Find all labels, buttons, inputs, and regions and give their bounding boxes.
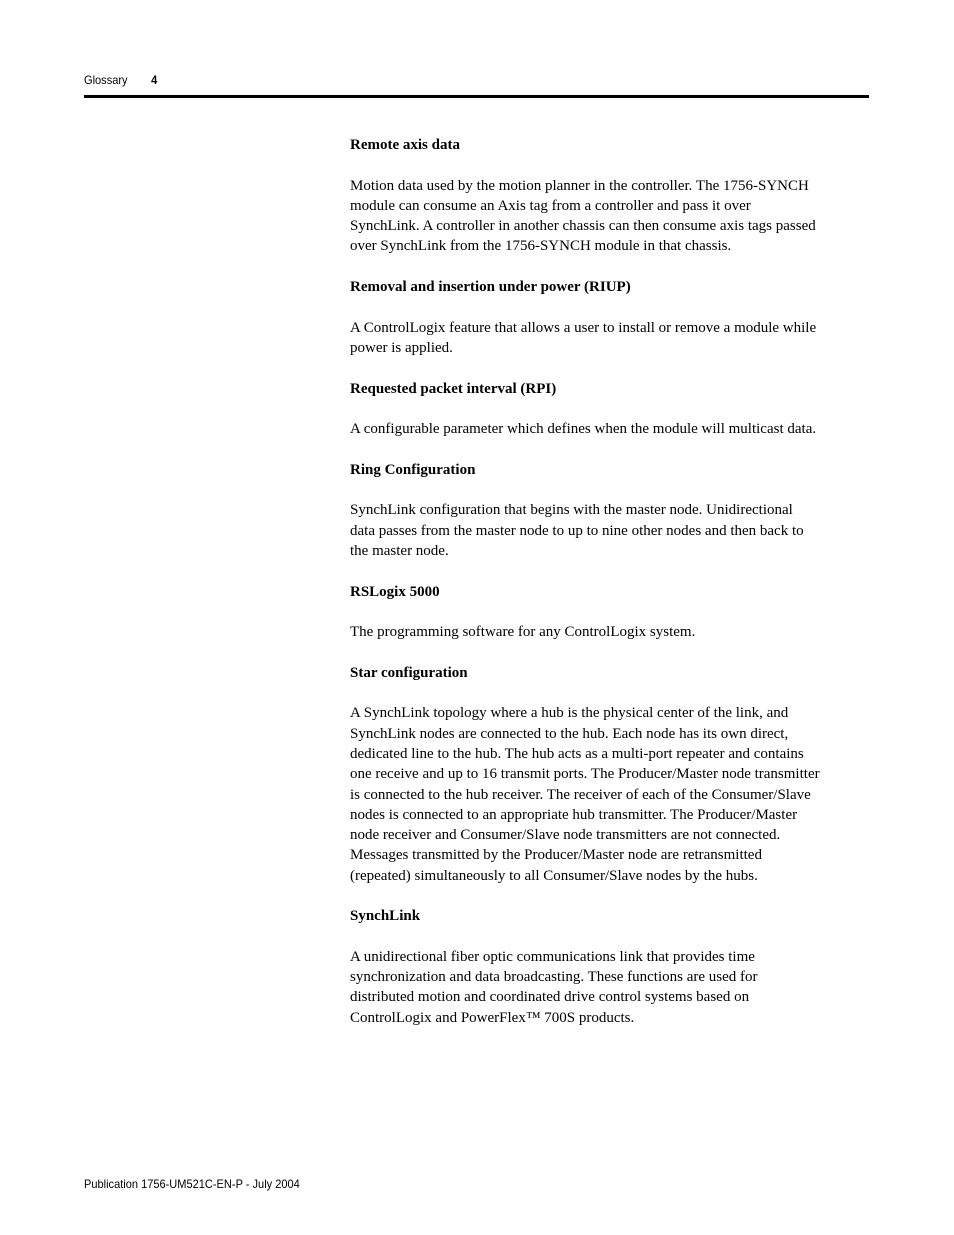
glossary-term: Star configuration xyxy=(350,664,468,681)
glossary-entry-synchlink xyxy=(350,906,820,1028)
glossary-entry-remote-axis-data xyxy=(350,135,820,257)
header-section-title: Glossary xyxy=(84,73,128,87)
glossary-term: RSLogix 5000 xyxy=(350,583,440,600)
glossary-term: Ring Configuration xyxy=(350,461,476,478)
glossary-definition: SynchLink configuration that begins with the master node. Unidirectional data passes from the master node to up to nine other nodes and then back to the master node. xyxy=(350,502,804,559)
glossary-term: Remote axis data xyxy=(350,137,460,153)
glossary-entry-ring-configuration xyxy=(350,460,820,561)
glossary-content xyxy=(350,135,820,1048)
glossary-entry-rslogix-5000 xyxy=(350,582,820,643)
glossary-entry-riup xyxy=(350,277,820,358)
glossary-definition: A configurable parameter which defines when the module will multicast data. xyxy=(350,421,817,438)
header-rule xyxy=(84,95,869,98)
glossary-term: Requested packet interval (RPI) xyxy=(350,380,557,397)
glossary-term: SynchLink xyxy=(350,908,421,925)
glossary-entry-rpi xyxy=(350,379,820,440)
page-footer: Publication 1756-UM521C-EN-P - July 2004 xyxy=(84,1177,300,1191)
glossary-entry-star-configuration xyxy=(350,663,820,886)
glossary-definition: Motion data used by the motion planner in the controller. The 1756-SYNCH module can consume an Axis tag from a controller and pass it over SynchLink. A controller in another chassis can then consume axis tags passed over SynchLink from the 1756-SYNCH module in that chassis. xyxy=(350,177,816,255)
glossary-term: Removal and insertion under power (RIUP) xyxy=(350,279,631,296)
header-page-number: 4 xyxy=(151,73,158,87)
glossary-definition: A SynchLink topology where a hub is the physical center of the link, and SynchLink nodes are connected to the hub. Each node has its own direct, dedicated line to the hub. The hub acts as a multi-port repeater and contains one receive and up to 16 transmit ports. The Producer/Master node transmitter is connected to the hub receiver. The receiver of each of the Consumer/Slave nodes is connected to an appropriate hub transmitter. The Producer/Master node receiver and Consumer/Slave node transmitters are not connected. Messages transmitted by the Producer/Master node are retransmitted (repeated) simultaneously to all Consumer/Slave nodes by the hubs. xyxy=(350,705,820,884)
glossary-definition: The programming software for any ControlLogix system. xyxy=(350,624,696,641)
page-header xyxy=(84,72,806,88)
glossary-definition: A ControlLogix feature that allows a user to install or remove a module while power is applied. xyxy=(350,319,817,356)
glossary-definition: A unidirectional fiber optic communications link that provides time synchronization and data broadcasting. These functions are used for distributed motion and coordinated drive control systems based on ControlLogix and PowerFlex™ 700S products. xyxy=(350,948,758,1026)
